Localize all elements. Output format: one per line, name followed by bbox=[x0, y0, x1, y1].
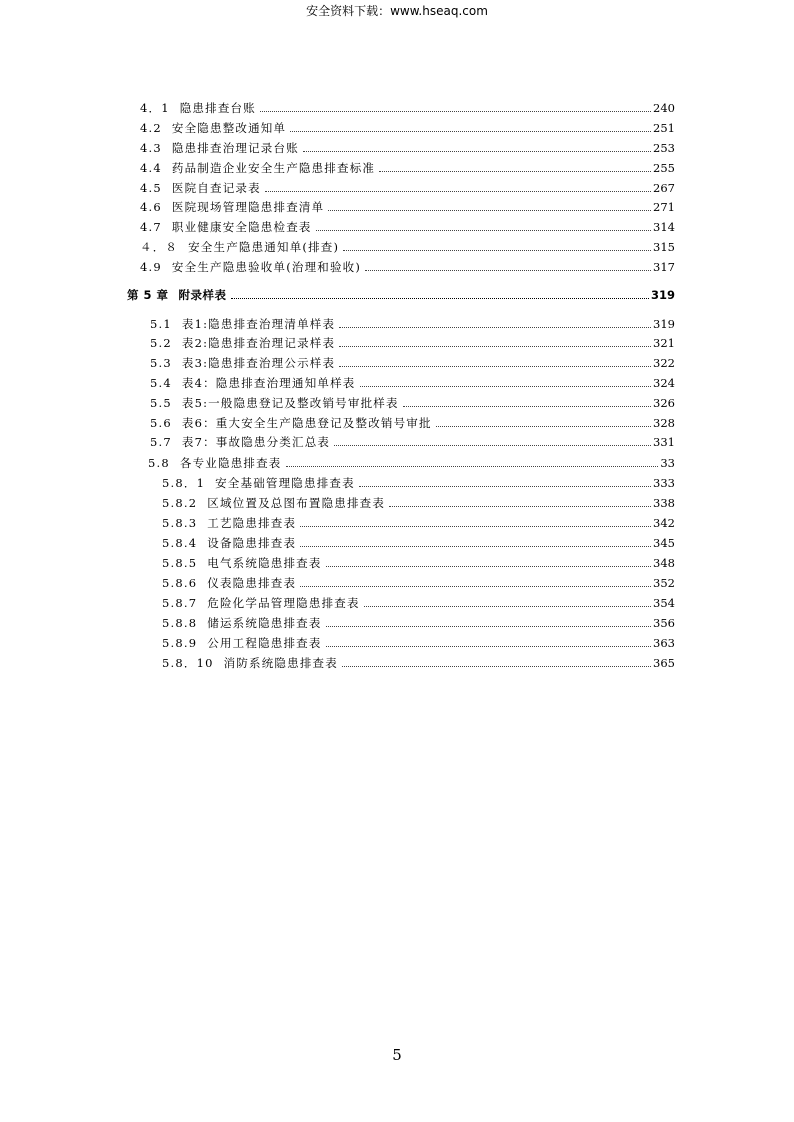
toc-subentry[interactable] bbox=[162, 515, 675, 531]
toc-entry[interactable] bbox=[150, 335, 675, 351]
page-header: 安全资料下载：www.hseaq.com bbox=[306, 4, 488, 18]
page-number: 5 bbox=[392, 1046, 402, 1064]
toc-entry-title: 区域位置及总图布置隐患排查表 bbox=[207, 496, 386, 510]
toc-entry-title: 工艺隐患排查表 bbox=[207, 516, 297, 530]
toc-entry-page: 333 bbox=[653, 476, 675, 490]
toc-entry-title: 隐患排查台账 bbox=[179, 101, 256, 115]
toc-entry-page: 322 bbox=[653, 356, 675, 370]
toc-entry-title: 消防系统隐患排查表 bbox=[223, 656, 338, 670]
toc-entry-number: 5.8．10 bbox=[162, 656, 214, 670]
toc-entry-page: 314 bbox=[653, 220, 675, 234]
toc-leader-dots bbox=[328, 209, 651, 211]
toc-entry-number: 5.8.5 bbox=[162, 556, 198, 570]
toc-entry-number: 5.8.2 bbox=[162, 496, 198, 510]
toc-entry[interactable] bbox=[140, 160, 675, 176]
toc-entry-title: 安全基础管理隐患排查表 bbox=[215, 476, 355, 490]
toc-entry[interactable] bbox=[150, 415, 675, 431]
toc-chapter-entry[interactable] bbox=[127, 287, 675, 303]
toc-entry-page: 240 bbox=[653, 101, 675, 115]
toc-entry-number: 4．1 bbox=[140, 101, 170, 115]
toc-entry[interactable] bbox=[150, 375, 675, 391]
toc-entry-title: 医院自查记录表 bbox=[171, 181, 261, 195]
toc-entry-number: 5.5 bbox=[150, 396, 172, 410]
toc-subentry[interactable] bbox=[162, 615, 675, 631]
toc-entry-number: 4.6 bbox=[140, 200, 162, 214]
toc-entry-number: 4.9 bbox=[140, 260, 162, 274]
toc-entry-page: 326 bbox=[653, 396, 675, 410]
toc-entry-page: 319 bbox=[653, 317, 675, 331]
toc-entry-number: 5.3 bbox=[150, 356, 172, 370]
toc-entry-number: 4.7 bbox=[140, 220, 162, 234]
toc-entry-page: 328 bbox=[653, 416, 675, 430]
toc-entry-title: 表2:隐患排查治理记录样表 bbox=[181, 336, 336, 350]
toc-entry[interactable] bbox=[150, 395, 675, 411]
toc-leader-dots bbox=[260, 110, 651, 112]
toc-entry-number: 4.4 bbox=[140, 161, 162, 175]
toc-leader-dots bbox=[343, 249, 651, 251]
toc-leader-dots bbox=[326, 565, 651, 567]
toc-entry[interactable] bbox=[140, 259, 675, 275]
toc-entry-number: 5.2 bbox=[150, 336, 172, 350]
toc-entry-page: 315 bbox=[653, 240, 675, 254]
toc-leader-dots bbox=[379, 170, 651, 172]
toc-entry-page: 253 bbox=[653, 141, 675, 155]
toc-entry-page: 363 bbox=[653, 636, 675, 650]
toc-entry[interactable] bbox=[140, 219, 675, 235]
toc-entry-title: 表6：重大安全生产隐患登记及整改销号审批 bbox=[181, 416, 432, 430]
toc-subentry[interactable] bbox=[162, 495, 675, 511]
toc-entry-number: 5.8.7 bbox=[162, 596, 198, 610]
toc-subentry[interactable] bbox=[162, 555, 675, 571]
toc-entry[interactable] bbox=[150, 355, 675, 371]
toc-entry-number: 5.7 bbox=[150, 435, 172, 449]
toc-entry[interactable] bbox=[140, 239, 675, 255]
toc-entry-number: 5.8.8 bbox=[162, 616, 198, 630]
toc-entry-page: 331 bbox=[653, 435, 675, 449]
toc-entry-number: 5.8 bbox=[148, 456, 170, 470]
toc-entry-title: 仪表隐患排查表 bbox=[207, 576, 297, 590]
toc-leader-dots bbox=[339, 326, 651, 328]
toc-entry-page: 324 bbox=[653, 376, 675, 390]
toc-entry[interactable] bbox=[140, 180, 675, 196]
toc-leader-dots bbox=[360, 385, 652, 387]
toc-entry-number: 4.2 bbox=[140, 121, 162, 135]
toc-leader-dots bbox=[359, 485, 651, 487]
toc-entry-title: 设备隐患排查表 bbox=[207, 536, 297, 550]
toc-entry-number: 5.6 bbox=[150, 416, 172, 430]
toc-entry[interactable] bbox=[150, 316, 675, 332]
toc-chapter-title: 附录样表 bbox=[178, 288, 227, 302]
toc-entry-page: 365 bbox=[653, 656, 675, 670]
toc-leader-dots bbox=[365, 269, 651, 271]
toc-entry[interactable] bbox=[150, 434, 675, 450]
toc-leader-dots bbox=[300, 585, 651, 587]
toc-leader-dots bbox=[286, 465, 659, 467]
toc-subentry[interactable] bbox=[162, 535, 675, 551]
toc-entry-page: 317 bbox=[653, 260, 675, 274]
toc-entry-page: 271 bbox=[653, 200, 675, 214]
toc-entry-title: 各专业隐患排查表 bbox=[179, 456, 282, 470]
toc-entry-title: 安全生产隐患通知单(排查) bbox=[188, 240, 340, 254]
toc-leader-dots bbox=[342, 665, 651, 667]
toc-entry[interactable] bbox=[140, 199, 675, 215]
toc-leader-dots bbox=[339, 365, 651, 367]
toc-entry-number: 5.8．1 bbox=[162, 476, 206, 490]
toc-entry-page: 354 bbox=[653, 596, 675, 610]
toc-entry-page: 267 bbox=[653, 181, 675, 195]
toc-entry-title: 公用工程隐患排查表 bbox=[207, 636, 322, 650]
toc-entry[interactable] bbox=[140, 140, 675, 156]
toc-leader-dots bbox=[326, 625, 651, 627]
toc-leader-dots bbox=[334, 444, 651, 446]
toc-leader-dots bbox=[300, 545, 651, 547]
toc-entry-page: 356 bbox=[653, 616, 675, 630]
toc-entry-number: 5.8.4 bbox=[162, 536, 198, 550]
toc-leader-dots bbox=[326, 645, 651, 647]
toc-entry-page: 251 bbox=[653, 121, 675, 135]
toc-leader-dots bbox=[300, 525, 651, 527]
toc-leader-dots bbox=[364, 605, 651, 607]
toc-entry-page: 342 bbox=[653, 516, 675, 530]
toc-entry-title: 职业健康安全隐患检查表 bbox=[171, 220, 312, 234]
toc-leader-dots bbox=[316, 229, 651, 231]
toc-entry-number: 4.3 bbox=[140, 141, 162, 155]
toc-entry-page: 352 bbox=[653, 576, 675, 590]
toc-entry-page: 33 bbox=[660, 456, 675, 470]
toc-leader-dots bbox=[389, 505, 651, 507]
toc-entry[interactable] bbox=[148, 455, 675, 471]
toc-leader-dots bbox=[403, 405, 651, 407]
toc-entry-title: 医院现场管理隐患排查清单 bbox=[171, 200, 325, 214]
toc-entry-title: 储运系统隐患排查表 bbox=[207, 616, 322, 630]
toc-entry-title: 表4：隐患排查治理通知单样表 bbox=[181, 376, 356, 390]
toc-entry-title: 表1:隐患排查治理清单样表 bbox=[181, 317, 336, 331]
toc-entry-number: 5.8.6 bbox=[162, 576, 198, 590]
toc-entry-number: 5.1 bbox=[150, 317, 172, 331]
toc-entry[interactable] bbox=[140, 120, 675, 136]
toc-subentry[interactable] bbox=[162, 575, 675, 591]
toc-entry-number: ４．８ bbox=[140, 240, 179, 254]
toc-entry-page: 348 bbox=[653, 556, 675, 570]
toc-entry-number: 5.8.3 bbox=[162, 516, 198, 530]
toc-leader-dots bbox=[436, 425, 651, 427]
toc-entry-number: 4.5 bbox=[140, 181, 162, 195]
toc-entry-title: 隐患排查治理记录台账 bbox=[171, 141, 299, 155]
toc-leader-dots bbox=[290, 130, 651, 132]
toc-subentry[interactable] bbox=[162, 635, 675, 651]
toc-leader-dots bbox=[265, 190, 651, 192]
toc-entry-page: 338 bbox=[653, 496, 675, 510]
toc-subentry[interactable] bbox=[162, 655, 675, 671]
toc-entry-title: 表5:一般隐患登记及整改销号审批样表 bbox=[181, 396, 399, 410]
toc-entry-number: 5.4 bbox=[150, 376, 172, 390]
toc-entry-page: 345 bbox=[653, 536, 675, 550]
toc-leader-dots bbox=[303, 150, 651, 152]
toc-leader-dots bbox=[231, 297, 649, 299]
toc-entry-title: 表7：事故隐患分类汇总表 bbox=[181, 435, 331, 449]
toc-entry[interactable] bbox=[140, 100, 675, 116]
toc-entry-page: 321 bbox=[653, 336, 675, 350]
toc-entry-number: 5.8.9 bbox=[162, 636, 198, 650]
toc-subentry[interactable] bbox=[162, 475, 675, 491]
toc-entry-title: 安全隐患整改通知单 bbox=[171, 121, 287, 135]
toc-leader-dots bbox=[339, 345, 651, 347]
toc-entry-title: 药品制造企业安全生产隐患排查标准 bbox=[171, 161, 376, 175]
toc-entry-title: 电气系统隐患排查表 bbox=[207, 556, 322, 570]
toc-entry-title: 安全生产隐患验收单(治理和验收) bbox=[171, 260, 362, 274]
toc-subentry[interactable] bbox=[162, 595, 675, 611]
toc-entry-title: 表3:隐患排查治理公示样表 bbox=[181, 356, 336, 370]
toc-entry-page: 255 bbox=[653, 161, 675, 175]
toc-entry-title: 危险化学品管理隐患排查表 bbox=[207, 596, 360, 610]
toc-chapter-number: 第 5 章 bbox=[127, 288, 169, 302]
toc-chapter-page: 319 bbox=[650, 288, 675, 302]
